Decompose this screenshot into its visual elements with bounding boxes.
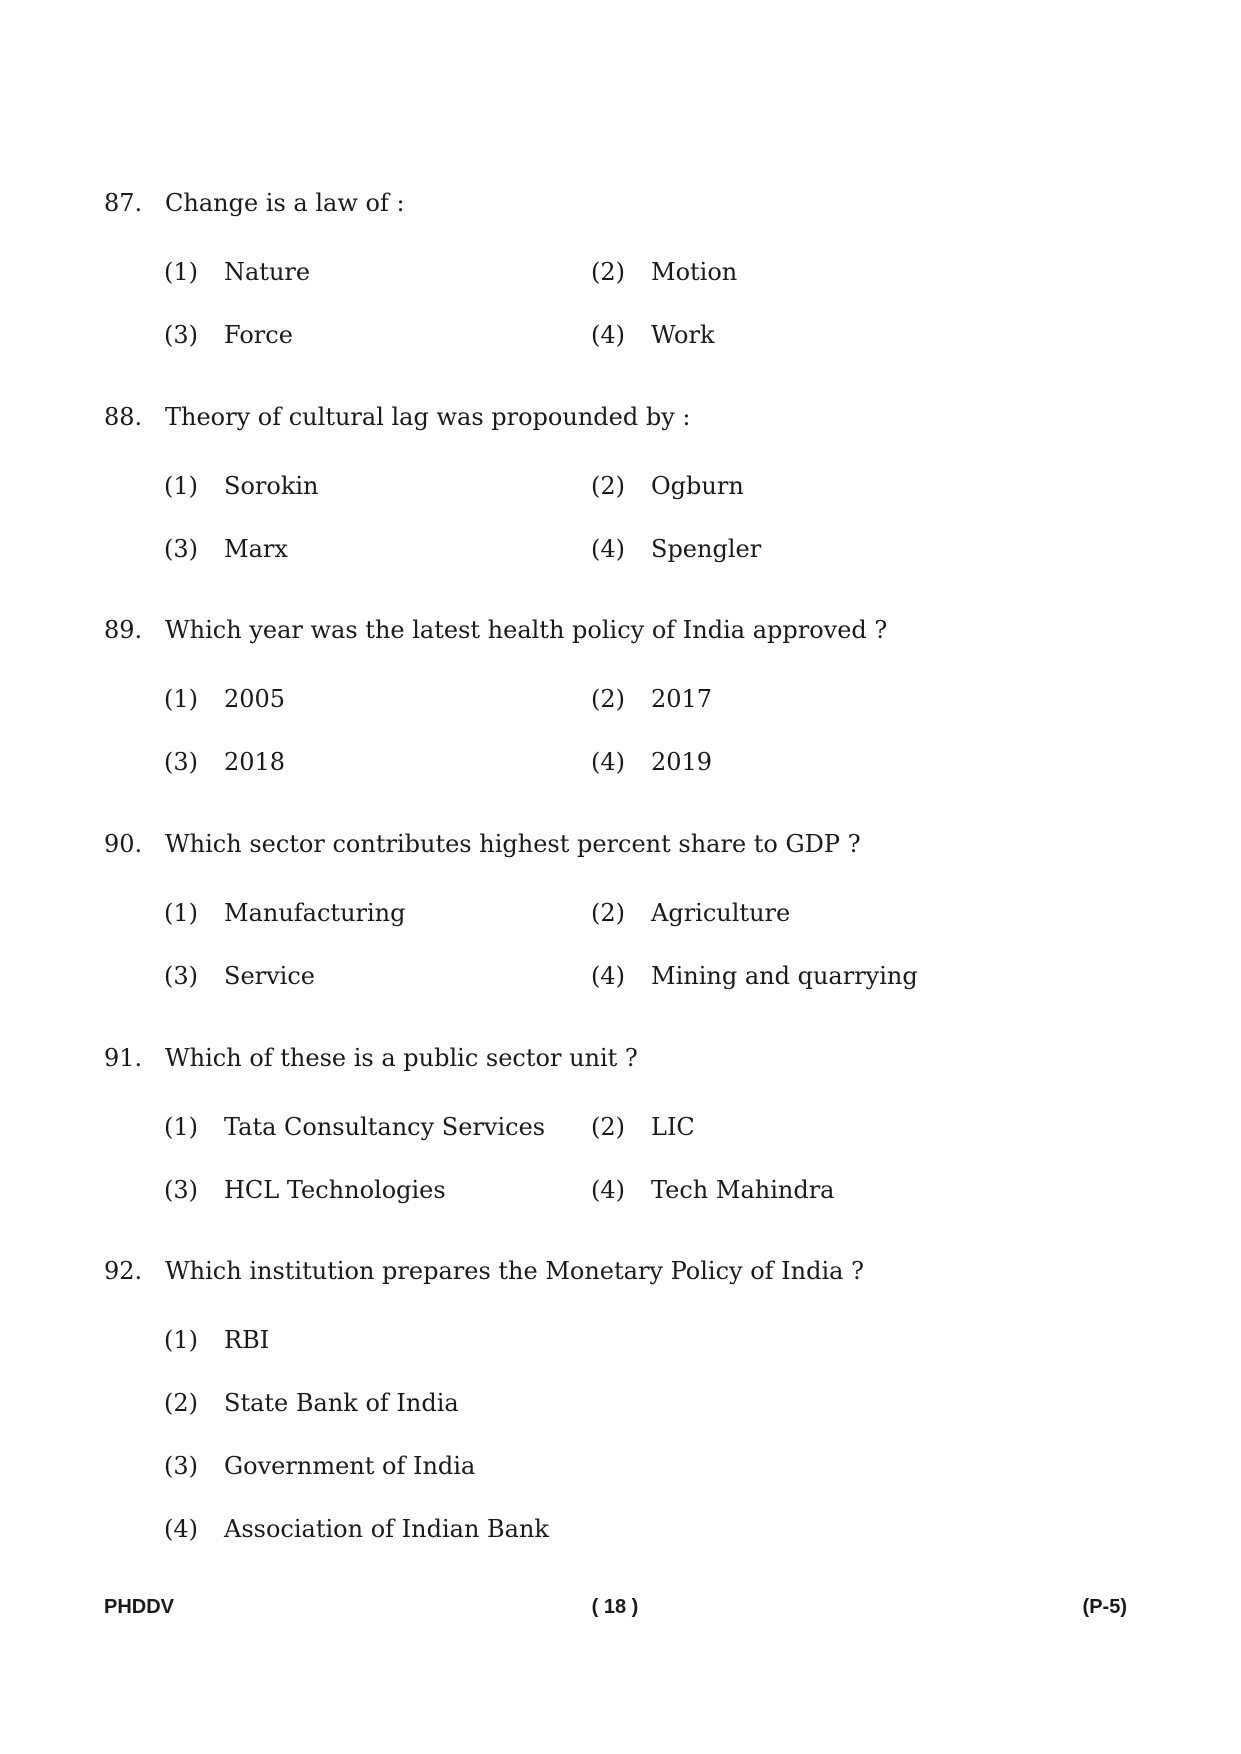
option-number: (3) (164, 1452, 198, 1480)
option-text: Service (224, 962, 315, 990)
option-4 (591, 959, 1011, 993)
option-3 (164, 1449, 584, 1483)
option-1 (164, 1110, 584, 1144)
booklet-code: PHDDV (104, 1596, 175, 1618)
option-number: (3) (164, 962, 198, 990)
option-number: (1) (164, 258, 198, 286)
option-4 (591, 532, 1011, 566)
option-1 (164, 896, 584, 930)
option-number: (2) (591, 472, 625, 500)
option-number: (4) (591, 321, 625, 349)
option-text: Work (651, 321, 715, 349)
option-number: (4) (591, 962, 625, 990)
option-number: (2) (164, 1389, 198, 1417)
option-number: (1) (164, 685, 198, 713)
option-1 (164, 255, 584, 289)
option-number: (2) (591, 899, 625, 927)
option-text: State Bank of India (224, 1389, 459, 1417)
option-3 (164, 745, 584, 779)
option-number: (3) (164, 1176, 198, 1204)
option-2 (591, 255, 1011, 289)
question-text: Which of these is a public sector unit ? (165, 1044, 638, 1072)
option-text: Tech Mahindra (651, 1176, 835, 1204)
option-text: Tata Consultancy Services (224, 1113, 546, 1141)
option-3 (164, 959, 584, 993)
option-text: HCL Technologies (224, 1176, 446, 1204)
option-text: Mining and quarrying (651, 962, 918, 990)
question-text: Which sector contributes highest percent share to GDP ? (165, 830, 861, 858)
option-text: 2018 (224, 748, 286, 776)
option-number: (2) (591, 1113, 625, 1141)
option-text: Motion (651, 258, 738, 286)
option-number: (3) (164, 321, 198, 349)
option-3 (164, 318, 584, 352)
option-number: (2) (591, 685, 625, 713)
question-number: 89. (104, 616, 143, 644)
option-text: Association of Indian Bank (224, 1515, 549, 1543)
option-4 (591, 745, 1011, 779)
option-2 (591, 1110, 1011, 1144)
option-number: (1) (164, 899, 198, 927)
option-number: (4) (591, 748, 625, 776)
option-4 (164, 1512, 584, 1546)
option-number: (4) (591, 1176, 625, 1204)
option-text: 2005 (224, 685, 286, 713)
option-text: Agriculture (651, 899, 791, 927)
option-text: 2017 (651, 685, 713, 713)
question-text: Which institution prepares the Monetary Policy of India ? (165, 1257, 864, 1285)
option-text: Sorokin (224, 472, 319, 500)
option-text: LIC (651, 1113, 695, 1141)
option-1 (164, 1323, 584, 1357)
option-number: (4) (164, 1515, 198, 1543)
option-number: (1) (164, 472, 198, 500)
option-text: Ogburn (651, 472, 744, 500)
option-4 (591, 1173, 1011, 1207)
option-text: 2019 (651, 748, 713, 776)
option-number: (2) (591, 258, 625, 286)
question-number: 88. (104, 403, 143, 431)
question-number: 91. (104, 1044, 143, 1072)
question-number: 92. (104, 1257, 143, 1285)
option-3 (164, 532, 584, 566)
option-2 (164, 1386, 584, 1420)
option-text: Marx (224, 535, 288, 563)
option-3 (164, 1173, 584, 1207)
option-number: (3) (164, 535, 198, 563)
option-text: Nature (224, 258, 311, 286)
question-text: Theory of cultural lag was propounded by : (165, 403, 691, 431)
page-footer (0, 1592, 1241, 1622)
option-text: Spengler (651, 535, 762, 563)
option-number: (4) (591, 535, 625, 563)
option-2 (591, 896, 1011, 930)
option-number: (3) (164, 748, 198, 776)
question-text: Change is a law of : (165, 189, 405, 217)
option-4 (591, 318, 1011, 352)
option-text: Government of India (224, 1452, 476, 1480)
option-text: RBI (224, 1326, 270, 1354)
option-1 (164, 682, 584, 716)
option-text: Manufacturing (224, 899, 406, 927)
option-text: Force (224, 321, 293, 349)
page-number: ( 18 ) (591, 1596, 639, 1618)
option-2 (591, 682, 1011, 716)
option-2 (591, 469, 1011, 503)
option-1 (164, 469, 584, 503)
question-number: 90. (104, 830, 143, 858)
series-code: (P-5) (1082, 1596, 1127, 1618)
option-number: (1) (164, 1326, 198, 1354)
question-text: Which year was the latest health policy of India approved ? (165, 616, 888, 644)
question-number: 87. (104, 189, 143, 217)
option-number: (1) (164, 1113, 198, 1141)
